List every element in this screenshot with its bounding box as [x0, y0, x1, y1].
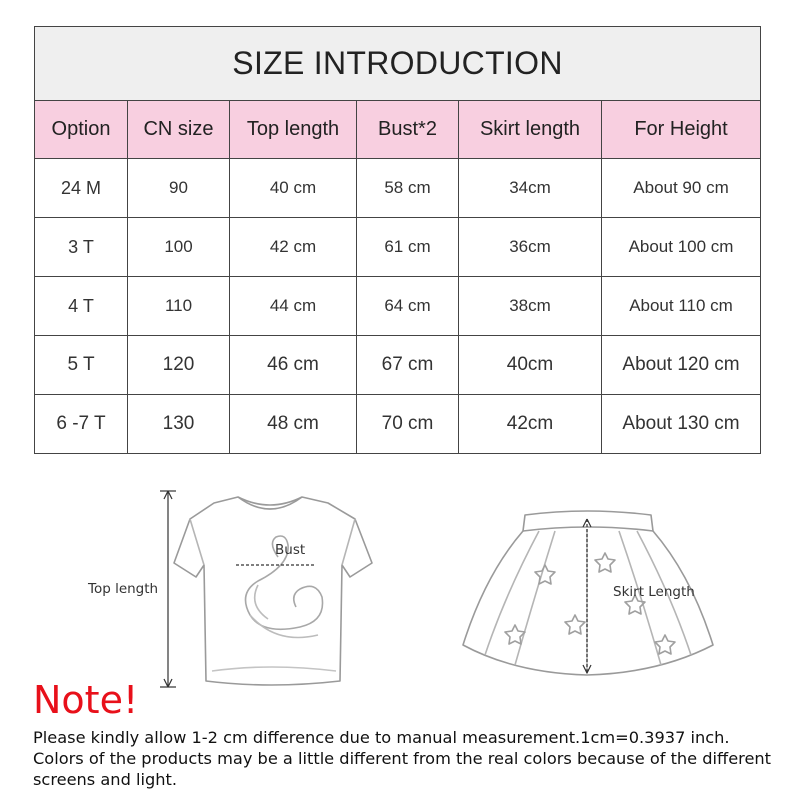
header-cell: Bust*2 — [357, 101, 459, 159]
note-line-colors: Colors of the products may be a little different from the real colors because of the different screens and light. — [33, 749, 772, 789]
title-row — [35, 27, 761, 101]
table-cell: About 120 cm — [602, 336, 761, 395]
table-cell: 120 — [128, 336, 230, 395]
note-title: Note! — [33, 678, 139, 722]
header-row — [35, 101, 761, 159]
table-cell: 67 cm — [357, 336, 459, 395]
header-cell: Skirt length — [459, 101, 602, 159]
star-pattern — [505, 553, 675, 654]
table-cell: 58 cm — [357, 159, 459, 218]
header-cell: CN size — [128, 101, 230, 159]
table-cell: 70 cm — [357, 395, 459, 454]
table-cell: 24 M — [35, 159, 128, 218]
header-cell: Option — [35, 101, 128, 159]
table-cell: 38cm — [459, 277, 602, 336]
note-line-measurement: Please kindly allow 1-2 cm difference due to manual measurement.1cm=0.3937 inch. — [33, 728, 730, 747]
table-cell: 34cm — [459, 159, 602, 218]
table-cell: 5 T — [35, 336, 128, 395]
top-length-label: Top length — [88, 581, 159, 597]
table-cell: 44 cm — [230, 277, 357, 336]
note-text — [33, 727, 773, 790]
table-cell: 40 cm — [230, 159, 357, 218]
table-cell: 90 — [128, 159, 230, 218]
table-row — [35, 336, 761, 395]
table-cell: About 130 cm — [602, 395, 761, 454]
skirt-outline — [463, 531, 713, 675]
table-cell: 64 cm — [357, 277, 459, 336]
table-cell: 100 — [128, 218, 230, 277]
table-cell: About 90 cm — [602, 159, 761, 218]
skirt-length-label: Skirt Length — [613, 584, 695, 600]
header-cell: Top length — [230, 101, 357, 159]
table-row — [35, 277, 761, 336]
table-cell: 40cm — [459, 336, 602, 395]
table-title: SIZE INTRODUCTION — [35, 27, 761, 101]
table-cell: 4 T — [35, 277, 128, 336]
table-cell: 48 cm — [230, 395, 357, 454]
table-cell: 61 cm — [357, 218, 459, 277]
table-cell: 130 — [128, 395, 230, 454]
table-cell: 110 — [128, 277, 230, 336]
table-cell: 36cm — [459, 218, 602, 277]
bust-label: Bust — [275, 542, 306, 558]
size-table — [34, 26, 761, 454]
table-cell: 3 T — [35, 218, 128, 277]
table-cell: 6 -7 T — [35, 395, 128, 454]
table-row — [35, 395, 761, 454]
tshirt-diagram — [150, 485, 390, 695]
table-cell: About 100 cm — [602, 218, 761, 277]
table-row — [35, 159, 761, 218]
table-cell: 42 cm — [230, 218, 357, 277]
table-cell: 46 cm — [230, 336, 357, 395]
table-row — [35, 218, 761, 277]
tshirt-outline — [174, 497, 372, 685]
header-cell: For Height — [602, 101, 761, 159]
table-cell: About 110 cm — [602, 277, 761, 336]
table-cell: 42cm — [459, 395, 602, 454]
